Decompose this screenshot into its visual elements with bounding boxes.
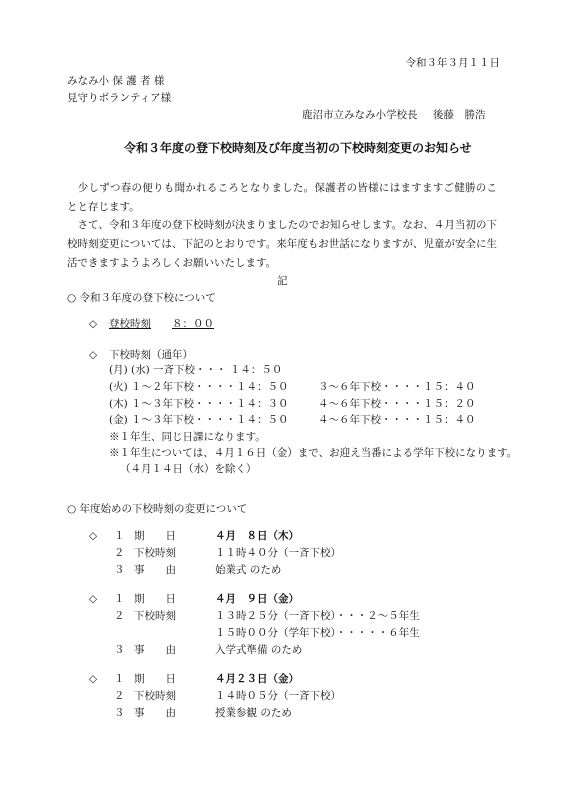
sender-organization: 鹿沼市立みなみ小学校長 <box>302 109 418 121</box>
change-bullet: ◇ <box>89 673 98 685</box>
item-number: １ <box>114 593 125 605</box>
dismissal-time: １５時００分（学年下校）・・・・・６年生 <box>215 627 420 639</box>
item-label: 期 日 <box>134 593 176 605</box>
schedule-day: (木) <box>109 398 128 410</box>
addressee-parents: みなみ小 保 護 者 様 <box>67 75 165 87</box>
change-date: ４月 ８日（木） <box>215 530 299 542</box>
schedule-cell: ４～６年下校・・・・１５：４０ <box>318 414 476 426</box>
schedule-note: ※１年生については、４月１６日（金）まで、お迎え当番による学年下校になります。 <box>109 447 518 459</box>
item-number: ３ <box>114 644 125 656</box>
schedule-day: (金) <box>109 414 128 426</box>
item-label: 事 由 <box>134 707 176 719</box>
change-bullet: ◇ <box>89 530 98 542</box>
ki-heading: 記 <box>277 275 288 287</box>
schedule-cell: ４～６年下校・・・・１５：２０ <box>318 398 476 410</box>
item-number: ２ <box>114 690 125 702</box>
change-date: ４月２３日（金） <box>215 673 299 685</box>
item-label: 下校時刻 <box>134 547 176 559</box>
change-reason: 授業参観 のため <box>215 707 292 719</box>
body-paragraph-1: 少しずつ春の便りも聞かれるころとなりました。保護者の皆様にはますますご健勝のことと存じます。 <box>67 182 497 213</box>
item-label: 事 由 <box>134 564 176 576</box>
addressee-volunteers: 見守りボランティア様 <box>67 92 172 104</box>
document-title: 令和３年度の登下校時刻及び年度当初の下校時刻変更のお知らせ <box>124 141 472 155</box>
body-paragraph-2: さて、令和３年度の登下校時刻が決まりましたのでお知らせします。なお、４月当初の下校時刻変更については、下記のとおりです。来年度もお世話になりますが、児童が安全に生活できますようよろしくお願いいたします。 <box>67 219 497 269</box>
item-number: １ <box>114 673 125 685</box>
item-label: 下校時刻 <box>134 690 176 702</box>
dismissal-time: １１時４０分（一斉下校） <box>215 547 341 559</box>
schedule-cell: １～３年下校・・・・１４：３０ <box>131 398 289 410</box>
arrive-label: 登校時刻 <box>109 318 151 330</box>
dismiss-label: 下校時刻（通年） <box>109 349 193 361</box>
document-date: 令和３年３月１１日 <box>405 57 500 69</box>
schedule-cell: １～３年下校・・・・１４：５０ <box>131 414 289 426</box>
change-reason: 入学式準備 のため <box>215 644 303 656</box>
arrive-bullet: ◇ <box>89 318 98 330</box>
schedule-day: (月) <box>109 364 128 376</box>
dismissal-time: １３時２５分（一斉下校）・・・２～５年生 <box>215 610 420 622</box>
schedule-note: （４月１４日（水）を除く） <box>120 463 257 475</box>
item-number: ２ <box>114 610 125 622</box>
arrive-time: ８：００ <box>172 318 214 330</box>
item-number: １ <box>114 530 125 542</box>
schedule-note: ※１年生、同じ日課になります。 <box>109 431 266 443</box>
item-label: 下校時刻 <box>134 610 176 622</box>
dismissal-time: １４時０５分（一斉下校） <box>215 690 341 702</box>
change-reason: 始業式 のため <box>215 564 282 576</box>
item-number: ３ <box>114 564 125 576</box>
item-number: ２ <box>114 547 125 559</box>
sender-name: 後藤 勝浩 <box>433 109 486 121</box>
schedule-day: (火) <box>109 381 128 393</box>
item-label: 期 日 <box>134 673 176 685</box>
change-bullet: ◇ <box>89 593 98 605</box>
item-number: ３ <box>114 707 125 719</box>
section1-heading: ○ 令和３年度の登下校について <box>67 292 216 304</box>
dismiss-bullet: ◇ <box>89 349 98 361</box>
schedule-cell: １～２年下校・・・・１４：５０ <box>131 381 289 393</box>
schedule-cell: ３～６年下校・・・・１５：４０ <box>318 381 476 393</box>
item-label: 期 日 <box>134 530 176 542</box>
schedule-cell: (水) 一斉下校・・・ １４：５０ <box>131 364 283 376</box>
item-label: 事 由 <box>134 644 176 656</box>
change-date: ４月 ９日（金） <box>215 593 299 605</box>
section2-heading: ○ 年度始めの下校時刻の変更について <box>67 503 248 515</box>
